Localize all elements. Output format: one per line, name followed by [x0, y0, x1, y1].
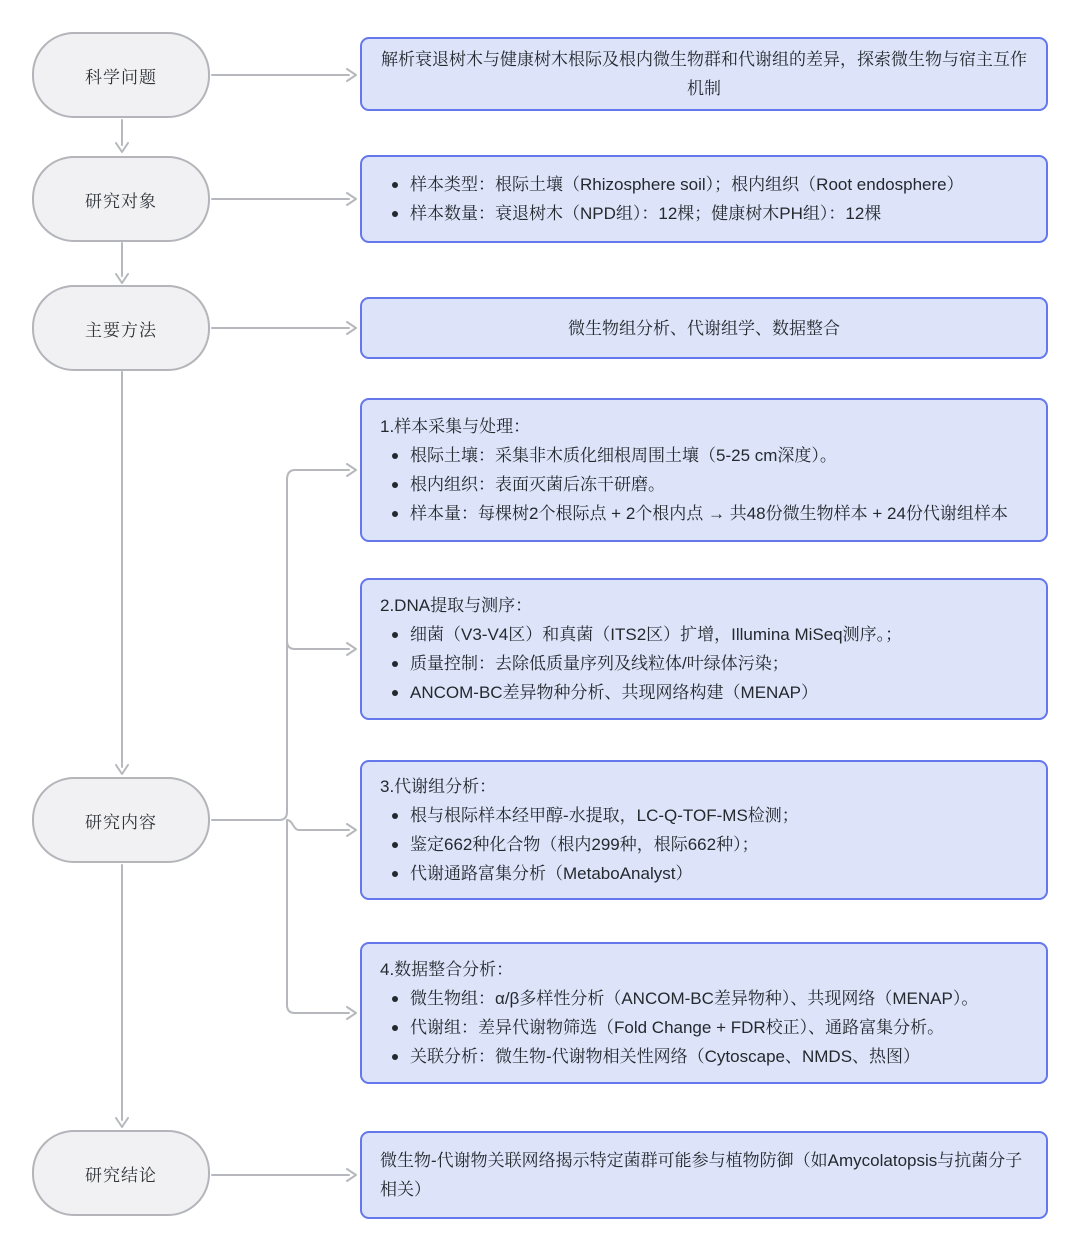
bullet-text: 根与根际样本经甲醇-水提取，LC-Q-TOF-MS检测； [410, 806, 799, 825]
bullet-dot [392, 453, 398, 459]
bullet-dot [392, 632, 398, 638]
bullet-item [380, 499, 1028, 528]
stage-research-content [32, 777, 210, 863]
arrow-methods [212, 322, 356, 334]
bullet-text: 根际土壤：采集非木质化细根周围土壤（5-25 cm深度）。 [410, 446, 837, 465]
stage-main-methods [32, 285, 210, 371]
bullet-text: 样本类型：根际土壤（Rhizosphere soil）；根内组织（Root endosphere） [410, 175, 964, 194]
box-title: 1.样本采集与处理： [380, 417, 531, 436]
bullet-item [380, 830, 1028, 859]
bullet-item [380, 199, 1028, 228]
stage-research-conclusion [32, 1130, 210, 1216]
stage-label: 科学问题 [85, 67, 157, 87]
bullet-dot [392, 1054, 398, 1060]
box-step2-dna-sequencing [360, 578, 1048, 720]
bullet-item [380, 1013, 1028, 1042]
stage-research-subject [32, 156, 210, 242]
bullet-dot [392, 996, 398, 1002]
bullet-dot [392, 661, 398, 667]
bullet-item [380, 620, 1028, 649]
box-title: 4.数据整合分析： [380, 960, 514, 979]
bullet-item [380, 441, 1028, 470]
bullet-text: 代谢组：差异代谢物筛选（Fold Change + FDR校正）、通路富集分析。 [410, 1018, 945, 1037]
box-step3-metabolome [360, 760, 1048, 900]
branch-step2 [287, 641, 356, 655]
bullet-dot [392, 1025, 398, 1031]
bullet-text: 细菌（V3-V4区）和真菌（ITS2区）扩增，Illumina MiSeq测序。； [410, 625, 903, 644]
stage-science-question [32, 32, 210, 118]
bullet-item [380, 649, 1028, 678]
bullet-dot [392, 482, 398, 488]
box-research-subject [360, 155, 1048, 243]
bullet-text: 微生物组：α/β多样性分析（ANCOM-BC差异物种）、共现网络（MENAP）。 [410, 989, 979, 1008]
bullet-item [380, 801, 1028, 830]
stage-label: 主要方法 [85, 320, 157, 340]
stage-label: 研究内容 [85, 812, 157, 832]
box-title: 3.代谢组分析： [380, 777, 497, 796]
bullet-item [380, 984, 1028, 1013]
stage-label: 研究对象 [85, 191, 157, 211]
branch-step3 [287, 820, 356, 836]
box-step1-sampling [360, 398, 1048, 542]
box-text: 微生物-代谢物关联网络揭示特定菌群可能参与植物防御（如Amycolatopsis与抗菌分子相关） [380, 1151, 1023, 1199]
arrow-stage-1-2 [116, 120, 128, 152]
bullet-dot [392, 211, 398, 217]
arrow-stage-3-4 [116, 372, 128, 774]
bullet-dot [392, 511, 398, 517]
arrow-subjects [212, 193, 356, 205]
box-step4-data-integration [360, 942, 1048, 1084]
bullet-dot [392, 182, 398, 188]
bullet-text: 质量控制：去除低质量序列及线粒体/叶绿体污染； [410, 654, 789, 673]
box-conclusion [360, 1131, 1048, 1219]
bullet-dot [392, 842, 398, 848]
bullet-item [380, 678, 1028, 707]
bullet-text: 根内组织：表面灭菌后冻干研磨。 [410, 475, 665, 494]
box-main-methods [360, 297, 1048, 359]
bullet-item [380, 170, 1028, 199]
bullet-dot [392, 871, 398, 877]
box-science-question [360, 37, 1048, 111]
bullet-text: 样本量：每棵树2个根际点 + 2个根内点 → 共48份微生物样本 + 24份代谢组样本 [410, 504, 1008, 523]
bullet-text: 样本数量：衰退树木（NPD组）：12棵；健康树木PH组）：12棵 [410, 204, 882, 223]
bullet-text: 代谢通路富集分析（MetaboAnalyst） [410, 864, 693, 883]
bullet-text: ANCOM-BC差异物种分析、共现网络构建（MENAP） [410, 683, 819, 702]
stage-label: 研究结论 [85, 1165, 157, 1185]
bullet-dot [392, 813, 398, 819]
branch-step4 [287, 820, 356, 1019]
bullet-text: 关联分析：微生物-代谢物相关性网络（Cytoscape、NMDS、热图） [410, 1047, 921, 1066]
arrow-stage-2-3 [116, 243, 128, 283]
box-text: 解析衰退树木与健康树木根际及根内微生物群和代谢组的差异，探索微生物与宿主互作机制 [381, 50, 1027, 98]
arrow-conclusion [212, 1169, 356, 1181]
bullet-item [380, 1042, 1028, 1071]
bullet-dot [392, 690, 398, 696]
branch-step1 [212, 464, 356, 820]
bullet-text: 鉴定662种化合物（根内299种，根际662种）； [410, 835, 759, 854]
arrow-question [212, 69, 356, 81]
arrow-stage-4-5 [116, 865, 128, 1127]
bullet-item [380, 470, 1028, 499]
bullet-item [380, 859, 1028, 888]
box-text: 微生物组分析、代谢组学、数据整合 [568, 318, 840, 338]
box-title: 2.DNA提取与测序： [380, 596, 533, 615]
